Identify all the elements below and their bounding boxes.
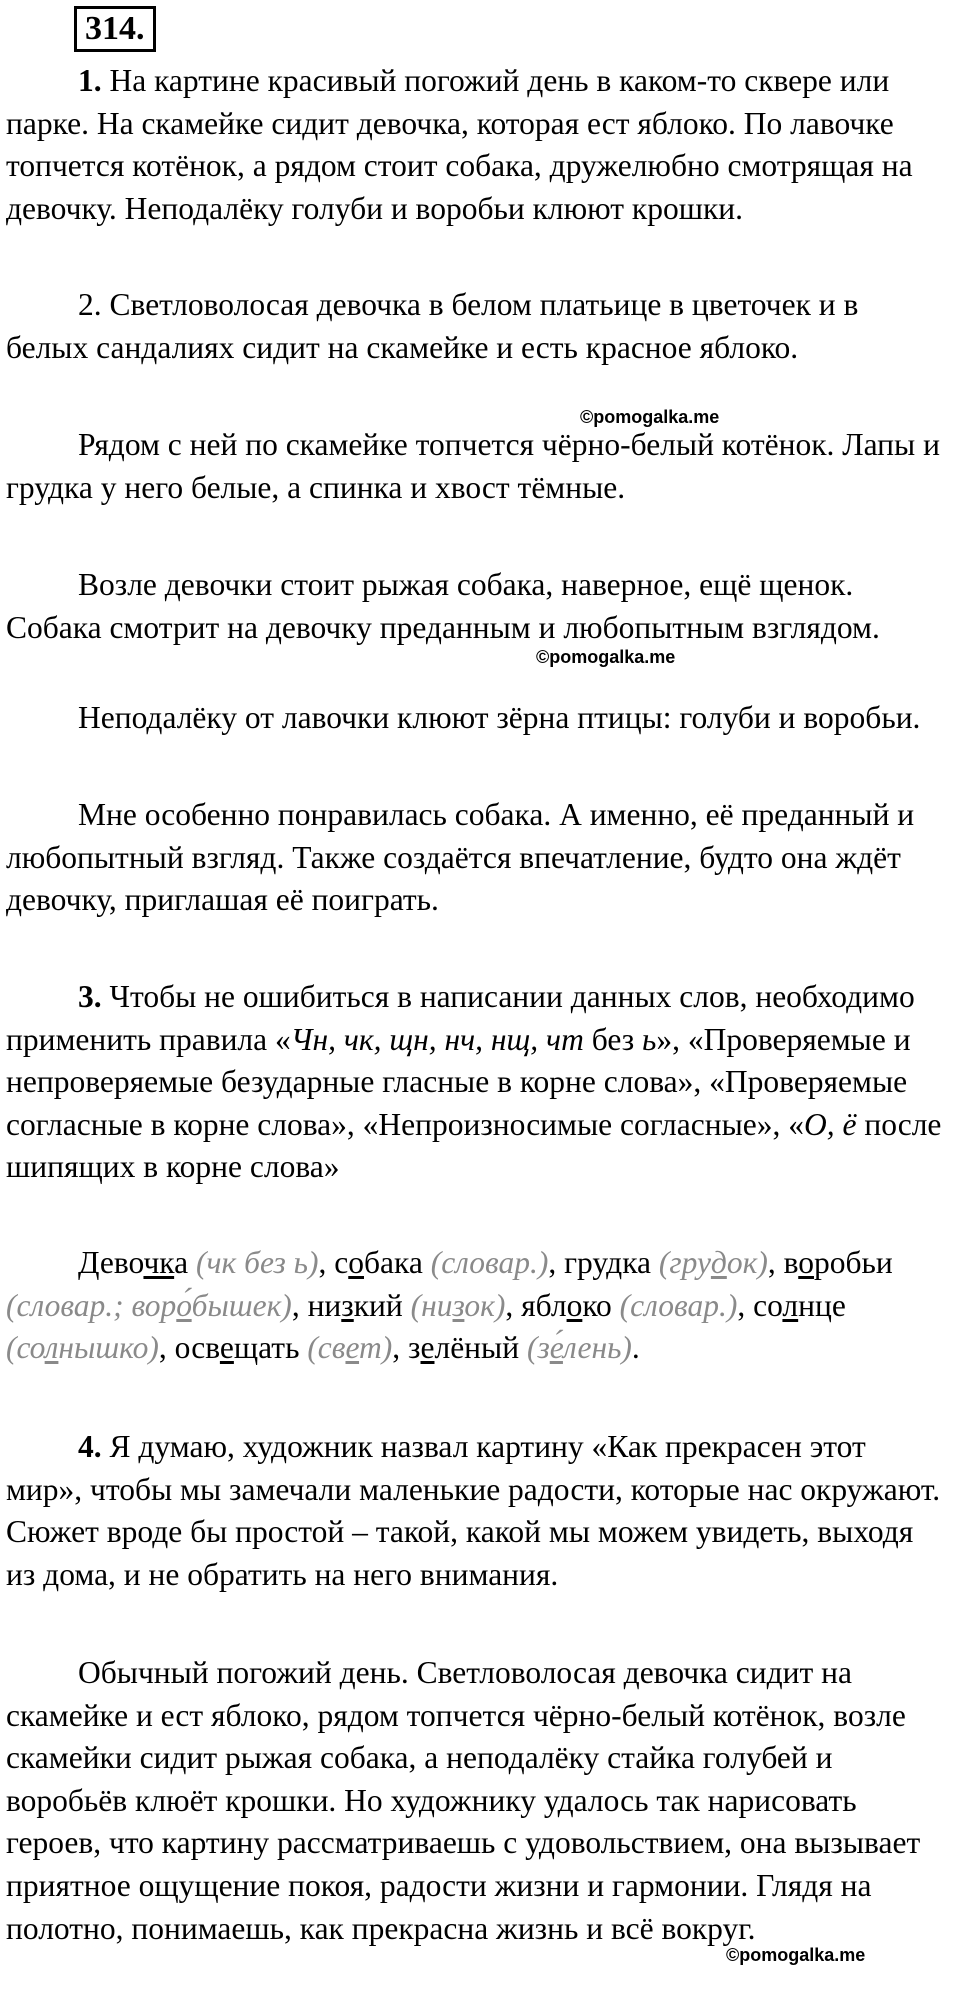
paragraph-2: 2. Светловолосая девочка в белом платьице в цветочек и в белых сандалиях сидит на скамейке и есть красное яблоко.: [6, 287, 859, 365]
word: воробьи: [783, 1245, 893, 1280]
word-hint: (зе́лень): [526, 1330, 632, 1366]
paragraph-6: Мне особенно понравилась собака. А именно, её преданный и любопытный взгляд. Также создаётся впечатление, будто она ждёт девочку, приглашая её поиграть.: [6, 797, 915, 918]
word-hint: (свет): [307, 1330, 393, 1366]
watermark: ©pomogalka.me: [726, 1945, 866, 1965]
item-number-4: 4.: [78, 1429, 102, 1464]
item-number-3: 3.: [78, 979, 102, 1014]
word-hint: (словар.; воро́бышек): [6, 1287, 292, 1323]
paragraph-7: 3. Чтобы не ошибиться в написании данных слов, необходимо применить правила «Чн, чк, щн, нч, нщ, чт без ь», «Проверяемые и непроверяемые безударные гласные в корне слова», «Проверяемые согласные в корне слова», «Непроизносимые согласные», «О, ё после шипящих в корне слова»: [6, 979, 942, 1185]
word: грудка: [564, 1245, 651, 1280]
paragraph-3: Рядом с ней по скамейке топчется чёрно-белый котёнок. Лапы и грудка у него белые, а спинка и хвост тёмные.: [6, 427, 940, 505]
paragraph-1: [6, 60, 946, 230]
paragraph-8-word-list: Девочка (чк без ь), собака (словар.), грудка (грудок), воробьи (словар.; воро́бышек), низкий (низок), яблоко (словар.), солнце (солнышко), освещать (свет), зелёный (зе́лень).: [6, 1245, 893, 1366]
item-number-1: 1.: [78, 63, 102, 98]
word-hint: (солнышко): [6, 1330, 159, 1366]
word: собака: [334, 1245, 423, 1280]
word-hint: (грудок): [658, 1245, 768, 1280]
paragraph-9-text: Я думаю, художник назвал картину «Как прекрасен этот мир», чтобы мы замечали маленькие радости, которые нас окружают. Сюжет вроде бы простой – такой, какой мы можем увидеть, выходя из дома, и не обратить на него внимания.: [6, 1429, 941, 1592]
paragraph-10: Обычный погожий день. Светловолосая девочка сидит на скамейке и ест яблоко, рядом топчется чёрно-белый котёнок, возле скамейки сидит рыжая собака, а неподалёку стайка голубей и воробьёв клюёт крошки. Но художнику удалось так нарисовать героев, что картину рассматриваешь с удовольствием, она вызывает приятное ощущение покоя, радости жизни и гармонии. Глядя на полотно, понимаешь, как прекрасна жизнь и всё вокруг.: [6, 1655, 921, 1946]
word: освещать: [174, 1330, 300, 1366]
word: яблоко: [521, 1287, 612, 1323]
watermark: ©pomogalka.me: [580, 407, 720, 427]
word-hint: (низок): [410, 1287, 506, 1323]
paragraph-4: Возле девочки стоит рыжая собака, наверное, ещё щенок. Собака смотрит на девочку преданным и любопытным взглядом.: [6, 567, 880, 645]
watermark: ©pomogalka.me: [536, 647, 676, 667]
word-hint: (словар.): [430, 1245, 549, 1280]
paragraph-9: [6, 1426, 946, 1596]
paragraph-1-text: На картине красивый погожий день в каком-то сквере или парке. На скамейке сидит девочка, которая ест яблоко. По лавочке топчется котёнок, а рядом стоит собака, дружелюбно смотрящая на девочку. Неподалёку голуби и воробьи клюют крошки.: [6, 63, 913, 226]
word-hint: (чк без ь): [195, 1245, 319, 1280]
word: Девочка: [78, 1245, 189, 1280]
word: низкий: [307, 1287, 403, 1323]
paragraph-5: Неподалёку от лавочки клюют зёрна птицы: голуби и воробьи.: [78, 700, 921, 735]
exercise-number: 314.: [74, 6, 156, 52]
word: зелёный: [408, 1330, 520, 1366]
word-hint: (словар.): [619, 1287, 738, 1323]
word: солнце: [753, 1287, 846, 1323]
